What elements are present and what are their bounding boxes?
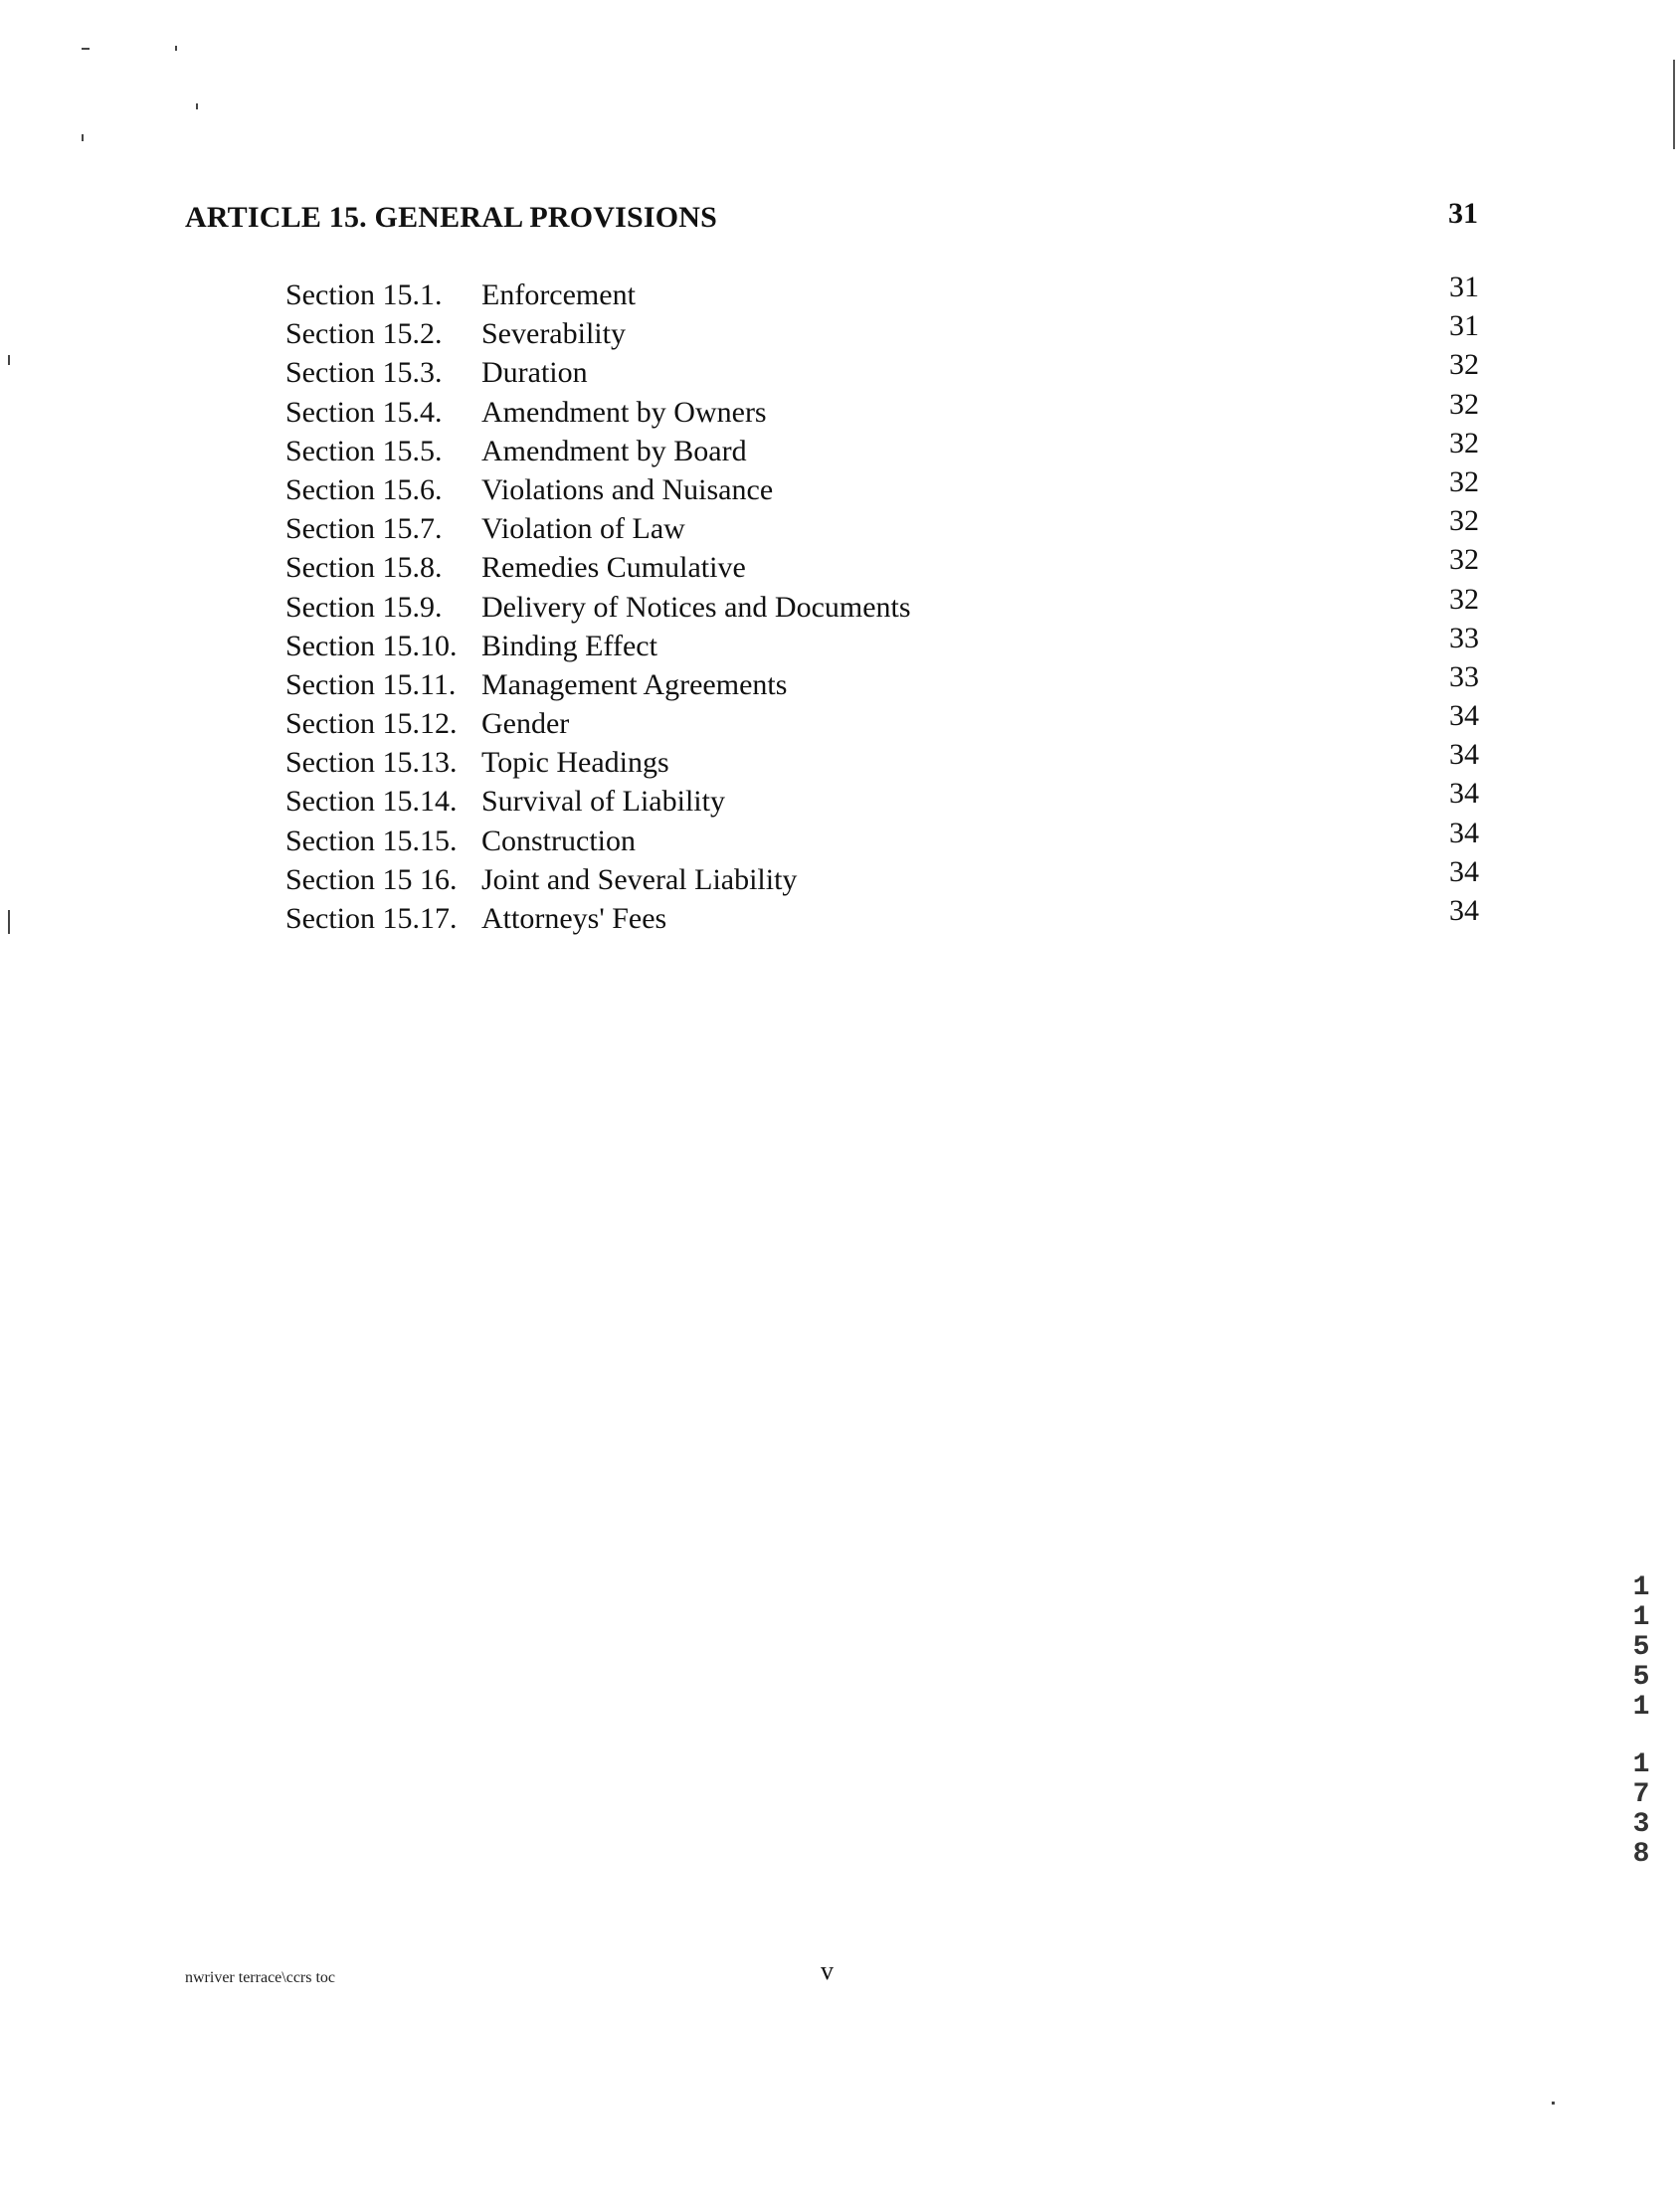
section-title: Joint and Several Liability [481,862,798,896]
section-number: Section 15 16. [285,862,458,896]
section-number: Section 15.17. [285,902,458,935]
section-number: Section 15.8. [285,551,443,585]
stamp-gap [1623,1723,1659,1750]
stamp-digit: 5 [1632,1662,1650,1693]
scan-mark [82,134,84,141]
section-number: Section 15.10. [285,629,458,662]
article-title: ARTICLE 15. GENERAL PROVISIONS [185,201,718,234]
section-title: Violations and Nuisance [481,472,774,506]
section-number: Section 15.6. [285,472,443,506]
section-title: Attorneys' Fees [481,902,667,935]
section-page-number: 34 [1449,699,1479,733]
section-title: Topic Headings [481,746,669,780]
section-number: Section 15.5. [285,434,443,467]
stamp-digit: 1 [1632,1602,1650,1633]
toc-row [285,464,1479,511]
section-title: Binding Effect [481,629,657,662]
section-page-number: 34 [1449,894,1479,927]
scan-edge-line [1673,60,1675,149]
section-page-number: 34 [1449,816,1479,849]
section-title: Violation of Law [481,512,685,546]
document-number-stamp [1623,1573,1659,1912]
section-page-number: 32 [1449,504,1479,538]
toc-row [285,816,1479,862]
section-number: Section 15.9. [285,590,443,624]
section-title: Construction [481,824,636,857]
article-heading [185,197,1478,245]
toc-row [285,387,1479,434]
section-page-number: 32 [1449,348,1479,382]
footer-page-number: v [821,1956,834,1985]
stamp-digit: 7 [1632,1779,1650,1810]
toc-row [285,777,1479,823]
section-page-number: 31 [1449,309,1479,343]
toc-row [285,309,1479,355]
section-page-number: 32 [1449,582,1479,616]
toc-row [285,271,1479,316]
footer-file-path: nwriver terrace\ccrs toc [185,1969,336,1986]
scan-mark [8,910,10,934]
section-list [285,271,1479,940]
section-page-number: 34 [1449,738,1479,772]
scan-mark [82,48,90,50]
article-page-number: 31 [1448,197,1478,230]
section-title: Severability [481,317,626,351]
section-title: Delivery of Notices and Documents [481,590,911,624]
section-title: Enforcement [481,278,636,311]
section-page-number: 34 [1449,854,1479,888]
toc-row [285,738,1479,784]
section-number: Section 15.14. [285,785,458,819]
section-number: Section 15.4. [285,395,443,429]
section-number: Section 15.7. [285,512,443,546]
toc-row [285,348,1479,394]
section-title: Remedies Cumulative [481,551,746,585]
stamp-digit: 3 [1632,1809,1650,1840]
stamp-digit: 1 [1632,1572,1650,1603]
toc-row [285,894,1479,940]
section-title: Gender [481,707,570,741]
toc-row [285,854,1479,901]
section-number: Section 15.3. [285,356,443,390]
section-page-number: 33 [1449,621,1479,654]
section-number: Section 15.1. [285,278,443,311]
section-title: Survival of Liability [481,785,725,819]
scan-mark [8,355,10,365]
stamp-digit: 5 [1632,1632,1650,1663]
section-title: Duration [481,356,588,390]
stamp-digit: 1 [1632,1692,1650,1723]
section-number: Section 15.12. [285,707,458,741]
scan-mark [196,103,198,109]
toc-row [285,699,1479,745]
section-number: Section 15.15. [285,824,458,857]
section-page-number: 31 [1449,271,1479,303]
scan-mark [1552,2102,1555,2105]
section-number: Section 15.11. [285,667,457,701]
section-page-number: 32 [1449,426,1479,459]
section-number: Section 15.13. [285,746,458,780]
scan-mark [175,46,177,51]
toc-row [285,621,1479,667]
section-page-number: 32 [1449,543,1479,577]
section-number: Section 15.2. [285,317,443,351]
toc-row [285,659,1479,706]
section-title: Amendment by Owners [481,395,767,429]
stamp-digit: 8 [1632,1839,1650,1870]
section-title: Amendment by Board [481,434,747,467]
section-page-number: 33 [1449,659,1479,693]
section-page-number: 32 [1449,387,1479,421]
stamp-digit: 1 [1632,1749,1650,1780]
toc-row [285,426,1479,472]
section-page-number: 32 [1449,464,1479,498]
section-title: Management Agreements [481,667,788,701]
toc-row [285,543,1479,589]
toc-row [285,582,1479,629]
section-page-number: 34 [1449,777,1479,811]
toc-row [285,504,1479,550]
